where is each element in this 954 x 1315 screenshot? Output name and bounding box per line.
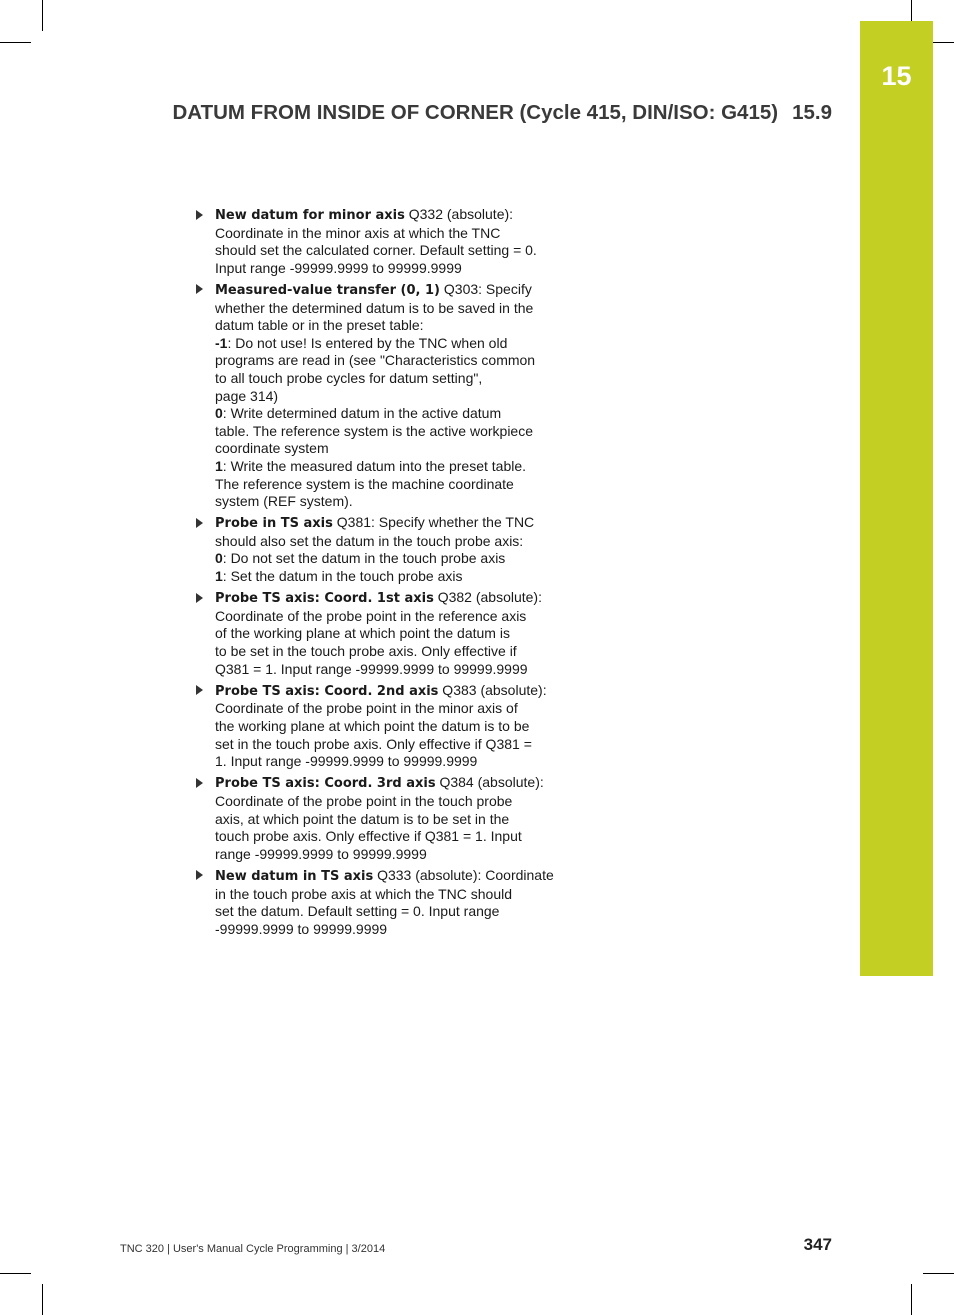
parameter-desc: Q381: Specify whether the TNC bbox=[332, 514, 535, 531]
parameter-desc-line: -99999.9999 to 99999.9999 bbox=[215, 920, 388, 937]
parameter-line bbox=[215, 281, 560, 300]
parameter-desc: Q382 (absolute): bbox=[433, 589, 542, 606]
parameter-line bbox=[215, 682, 560, 701]
bullet-arrow-icon bbox=[196, 284, 203, 294]
parameter-desc: Q332 (absolute): bbox=[404, 206, 514, 222]
parameter-desc-line: axis, at which point the datum is to be set in the bbox=[215, 810, 510, 827]
parameter-desc-line: of the working plane at which point the datum is bbox=[215, 625, 510, 642]
parameter-desc-line: Coordinate of the probe point in the reference axis bbox=[215, 607, 527, 624]
option-line: The reference system is the machine coordinate bbox=[215, 475, 514, 492]
option-line: page 314) bbox=[215, 387, 279, 404]
parameter-item bbox=[195, 589, 560, 678]
parameter-line bbox=[215, 514, 560, 533]
chapter-number: 15 bbox=[881, 61, 912, 91]
parameter-desc-line: should also set the datum in the touch probe axis: bbox=[215, 532, 524, 549]
bullet-arrow-icon bbox=[196, 870, 203, 880]
option-line bbox=[215, 568, 560, 586]
option-value: 0 bbox=[215, 550, 223, 567]
parameter-term: Probe in TS axis bbox=[215, 516, 333, 532]
option-line bbox=[215, 405, 560, 423]
parameter-term: New datum for minor axis bbox=[215, 208, 405, 223]
page-number: 347 bbox=[803, 1235, 832, 1254]
option-desc: : Write the measured datum into the preset table. bbox=[222, 457, 527, 474]
parameter-desc-line: set in the touch probe axis. Only effective if Q381 = bbox=[215, 735, 532, 752]
parameter-desc-line: whether the determined datum is to be saved in the bbox=[215, 299, 534, 316]
parameter-term: Probe TS axis: Coord. 2nd axis bbox=[215, 683, 439, 699]
parameter-term: Measured-value transfer (0, 1) bbox=[215, 282, 440, 298]
bullet-arrow-icon bbox=[196, 210, 203, 220]
option-line: programs are read in (see "Characteristics common bbox=[215, 352, 536, 369]
parameter-desc: Q384 (absolute): bbox=[435, 774, 544, 791]
parameter-term: Probe TS axis: Coord. 1st axis bbox=[215, 591, 434, 607]
option-desc: : Write determined datum in the active datum bbox=[222, 405, 502, 422]
crop-mark bbox=[0, 42, 31, 43]
crop-mark bbox=[42, 1284, 43, 1315]
parameter-desc-line: the working plane at which point the datum is to be bbox=[215, 718, 530, 734]
parameter-desc-line: in the touch probe axis at which the TNC should bbox=[215, 885, 513, 902]
option-line bbox=[215, 458, 560, 476]
bullet-arrow-icon bbox=[196, 593, 203, 603]
parameter-item bbox=[195, 867, 560, 938]
parameter-desc: Q303: Specify bbox=[440, 280, 532, 297]
option-line: table. The reference system is the active workpiece bbox=[215, 422, 534, 439]
parameter-desc-line: Input range -99999.9999 to 99999.9999 bbox=[215, 259, 462, 276]
option-line bbox=[215, 550, 560, 568]
parameter-desc-line: should set the calculated corner. Default setting = 0. bbox=[215, 242, 537, 259]
bullet-arrow-icon bbox=[196, 518, 203, 528]
parameter-list bbox=[195, 206, 560, 942]
footer-text: TNC 320 | User's Manual Cycle Programming | 3/2014 bbox=[120, 1243, 386, 1255]
crop-mark bbox=[0, 1273, 31, 1274]
option-value: 1 bbox=[215, 457, 223, 474]
option-desc: : Do not use! Is entered by the TNC when old bbox=[227, 334, 508, 351]
parameter-term: New datum in TS axis bbox=[215, 868, 374, 884]
option-line: to all touch probe cycles for datum setting", bbox=[215, 369, 483, 386]
parameter-term: Probe TS axis: Coord. 3rd axis bbox=[215, 776, 436, 792]
parameter-desc-line: datum table or in the preset table: bbox=[215, 317, 424, 334]
option-value: 0 bbox=[215, 405, 223, 422]
crop-mark bbox=[42, 0, 43, 31]
parameter-desc-line: touch probe axis. Only effective if Q381 = 1. Input bbox=[215, 828, 522, 845]
parameter-line bbox=[215, 206, 560, 225]
parameter-item bbox=[195, 206, 560, 277]
parameter-line bbox=[215, 867, 560, 886]
option-line bbox=[215, 335, 560, 353]
crop-mark bbox=[911, 1284, 912, 1315]
section-number: 15.9 bbox=[792, 101, 832, 124]
parameter-desc-line: Q381 = 1. Input range -99999.9999 to 99999.9999 bbox=[215, 660, 528, 677]
parameter-desc-line: Coordinate of the probe point in the touch probe bbox=[215, 792, 513, 809]
bullet-arrow-icon bbox=[196, 685, 203, 695]
parameter-desc-line: Coordinate of the probe point in the minor axis of bbox=[215, 700, 518, 717]
parameter-item bbox=[195, 281, 560, 511]
page-header bbox=[120, 101, 832, 125]
parameter-desc: Q333 (absolute): Coordinate bbox=[373, 866, 554, 883]
parameter-desc-line: to be set in the touch probe axis. Only effective if bbox=[215, 643, 517, 660]
parameter-desc-line: set the datum. Default setting = 0. Input range bbox=[215, 903, 500, 920]
parameter-line bbox=[215, 774, 560, 793]
parameter-desc: Q383 (absolute): bbox=[438, 681, 547, 698]
chapter-tab bbox=[860, 21, 933, 976]
option-desc: : Set the datum in the touch probe axis bbox=[222, 568, 463, 585]
parameter-item bbox=[195, 514, 560, 585]
parameter-desc-line: 1. Input range -99999.9999 to 99999.9999 bbox=[215, 753, 478, 770]
parameter-desc-line: Coordinate in the minor axis at which the TNC bbox=[215, 224, 501, 241]
option-line: system (REF system). bbox=[215, 493, 353, 510]
crop-mark bbox=[923, 1273, 954, 1274]
option-value: 1 bbox=[215, 568, 223, 585]
parameter-item bbox=[195, 682, 560, 771]
option-line: coordinate system bbox=[215, 440, 329, 457]
bullet-arrow-icon bbox=[196, 778, 203, 788]
parameter-line bbox=[215, 589, 560, 608]
parameter-desc-line: range -99999.9999 to 99999.9999 bbox=[215, 845, 427, 862]
page-title: DATUM FROM INSIDE OF CORNER (Cycle 415, DIN/ISO: G415) bbox=[172, 101, 779, 124]
parameter-item bbox=[195, 774, 560, 863]
option-desc: : Do not set the datum in the touch probe axis bbox=[222, 550, 506, 567]
option-value: -1 bbox=[215, 334, 228, 351]
